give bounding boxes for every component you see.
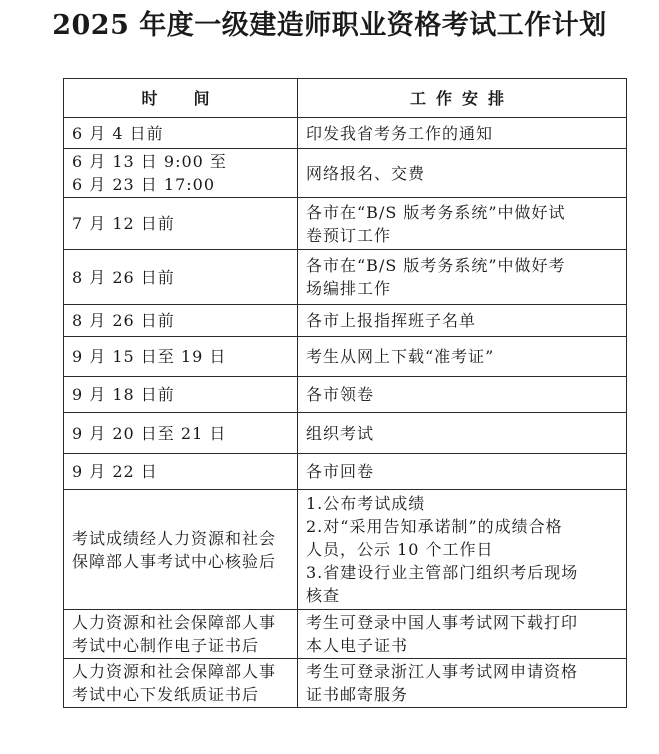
table-row [64, 149, 627, 198]
time-line: 人力资源和社会保障部人事 [72, 613, 277, 632]
time-line: 7 月 12 日前 [72, 214, 175, 233]
header-time: 时 间 [64, 79, 298, 118]
time-cell [64, 413, 298, 454]
work-plan-table [63, 78, 627, 708]
time-line: 6 月 13 日 9:00 至 [72, 152, 227, 171]
time-cell [64, 490, 298, 610]
time-cell [64, 118, 298, 149]
table-row [64, 337, 627, 377]
task-line: 各市回卷 [306, 462, 375, 481]
task-line: 考生可登录浙江人事考试网申请资格 [306, 662, 579, 681]
time-cell [64, 305, 298, 337]
task-line: 网络报名、交费 [306, 163, 426, 183]
task-cell [298, 454, 627, 490]
time-cell [64, 659, 298, 708]
task-cell [298, 610, 627, 659]
table-row [64, 413, 627, 454]
time-line: 9 月 15 日至 19 日 [72, 347, 227, 366]
header-task: 工作安排 [298, 79, 627, 118]
time-line: 考试成绩经人力资源和社会 [72, 528, 277, 548]
task-line: 各市领卷 [306, 385, 375, 404]
task-cell [298, 377, 627, 413]
document-title: 2025 年度一级建造师职业资格考试工作计划 [52, 10, 607, 41]
task-line: 2.对“采用告知承诺制”的成绩合格 [306, 517, 563, 536]
table-row [64, 490, 627, 610]
table-row [64, 118, 627, 149]
time-cell [64, 610, 298, 659]
task-cell [298, 413, 627, 454]
task-cell [298, 149, 627, 198]
time-line: 6 月 23 日 17:00 [72, 175, 215, 194]
task-line: 考生从网上下载“准考证” [306, 347, 495, 366]
task-cell [298, 659, 627, 708]
task-line: 卷预订工作 [306, 225, 392, 245]
time-line: 6 月 4 日前 [72, 123, 164, 143]
time-line: 考试中心制作电子证书后 [72, 636, 260, 655]
table-row [64, 377, 627, 413]
task-line: 场编排工作 [306, 279, 392, 298]
task-line: 核查 [306, 586, 341, 605]
task-line: 本人电子证书 [306, 636, 409, 655]
time-line: 人力资源和社会保障部人事 [72, 662, 277, 681]
time-cell [64, 250, 298, 305]
table-row [64, 454, 627, 490]
table-row [64, 198, 627, 250]
task-cell [298, 337, 627, 377]
time-line: 9 月 22 日 [72, 462, 158, 481]
time-cell [64, 149, 298, 198]
table-row [64, 610, 627, 659]
task-line: 各市上报指挥班子名单 [306, 311, 477, 330]
task-line: 证书邮寄服务 [306, 685, 409, 704]
task-cell [298, 490, 627, 610]
table-row [64, 250, 627, 305]
time-line: 保障部人事考试中心核验后 [72, 551, 277, 571]
time-line: 8 月 26 日前 [72, 311, 175, 330]
time-line: 8 月 26 日前 [72, 267, 175, 287]
task-line: 各市在“B/S 版考务系统”中做好考 [306, 256, 566, 275]
task-line: 组织考试 [306, 423, 375, 443]
time-cell [64, 337, 298, 377]
table-header-row [64, 79, 627, 118]
table-row [64, 659, 627, 708]
time-cell [64, 377, 298, 413]
task-line: 印发我省考务工作的通知 [306, 123, 494, 143]
task-line: 人员，公示 10 个工作日 [306, 540, 494, 559]
time-line: 考试中心下发纸质证书后 [72, 685, 260, 704]
task-line: 1.公布考试成绩 [306, 494, 426, 513]
task-line: 考生可登录中国人事考试网下载打印 [306, 613, 579, 632]
task-cell [298, 305, 627, 337]
time-cell [64, 198, 298, 250]
task-cell [298, 198, 627, 250]
time-line: 9 月 20 日至 21 日 [72, 423, 227, 443]
table-body [64, 118, 627, 708]
task-line: 各市在“B/S 版考务系统”中做好试 [306, 202, 566, 222]
time-line: 9 月 18 日前 [72, 385, 175, 404]
task-line: 3.省建设行业主管部门组织考后现场 [306, 563, 579, 582]
task-cell [298, 118, 627, 149]
task-cell [298, 250, 627, 305]
time-cell [64, 454, 298, 490]
table-row [64, 305, 627, 337]
